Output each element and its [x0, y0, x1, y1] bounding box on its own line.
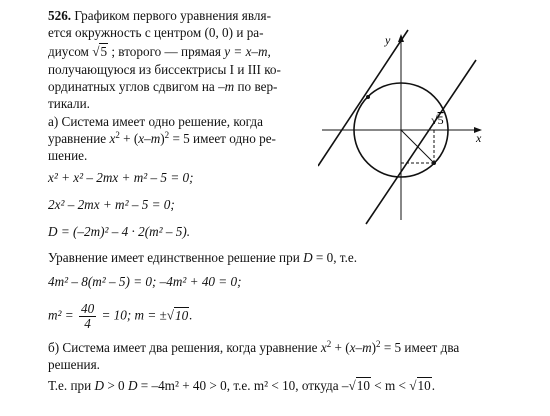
intro-line-5: ординатных углов сдвигом на –m по вер-	[48, 79, 278, 94]
unique-solution-line: Уравнение имеет единственное решение при D = 0, т.е.	[48, 250, 358, 265]
intro-line-4: получающуюся из биссектрисы I и III ко-	[48, 62, 281, 77]
x-axis-label: x	[476, 131, 482, 145]
equation-3: D = (–2m)² – 4 · 2(m² – 5).	[48, 224, 191, 239]
part-a-line-3: шение.	[48, 148, 88, 163]
y-axis-label: y	[385, 33, 391, 47]
fraction: $\frac{40}{4}$	[80, 301, 95, 331]
part-a-line-1: а) Система имеет одно решение, когда	[48, 114, 263, 129]
sqrt5-label: √5	[431, 113, 444, 127]
radius-segment	[401, 130, 434, 163]
intro-line-1: 526. Графиком первого уравнения явля-	[48, 8, 271, 23]
tangent-point-upper	[366, 95, 370, 99]
part-a-line-2: уравнение $x^2 + (x-m)^2 = 5$ имеет одно ре-	[48, 130, 276, 146]
intro-line-2: ется окружность с центром (0, 0) и ра-	[48, 25, 264, 40]
equation-1: x² + x² – 2mx + m² – 5 = 0;	[48, 170, 194, 185]
equation-5: m² = $\frac{40}{4}$ = 10; m = ±√10.	[48, 301, 193, 331]
equation-2: 2x² – 2mx + m² – 5 = 0;	[48, 197, 175, 212]
tangent-line-upper	[318, 30, 408, 166]
problem-number: 526.	[48, 8, 72, 23]
part-b-line-2: решения.	[48, 357, 100, 372]
part-b-line-3: Т.е. при D > 0 D = –4m² + 40 > 0, т.е. m² < 10, откуда –√10 < m < √10.	[48, 378, 435, 393]
tangent-line-lower	[366, 60, 476, 224]
intro-line-6: тикали.	[48, 96, 90, 111]
equation-4: 4m² – 8(m² – 5) = 0; –4m² + 40 = 0;	[48, 274, 242, 289]
intro-line-3: диусом √5 ; второго — прямая y = x–m,	[48, 44, 271, 59]
part-b-line-1: б) Система имеет два решения, когда уравнение $x^2 + (x-m)^2 = 5$ имеет два	[48, 339, 460, 355]
circle-and-lines-figure	[318, 26, 488, 226]
